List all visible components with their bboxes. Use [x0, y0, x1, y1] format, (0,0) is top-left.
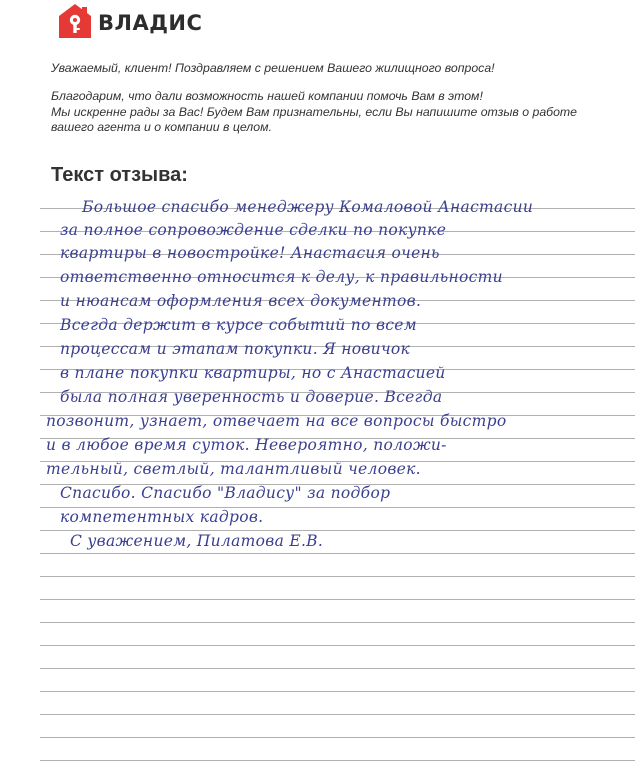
handwritten-line: ответственно относится к делу, к правильности [60, 268, 503, 286]
handwritten-line: Спасибо. Спасибо "Владису" за подбор [60, 484, 391, 502]
handwritten-line: процессам и этапам покупки. Я новичок [60, 340, 411, 358]
brand-logo [58, 2, 202, 40]
greeting-text: Уважаемый, клиент! Поздравляем с решением Вашего жилищного вопроса! [51, 61, 495, 75]
handwritten-line: Большое спасибо менеджеру Комаловой Анастасии [82, 198, 534, 216]
handwritten-line: была полная уверенность и доверие. Всегда [60, 388, 443, 406]
handwritten-line: за полное сопровождение сделки по покупке [60, 221, 447, 239]
handwritten-line: и в любое время суток. Невероятно, положи- [46, 436, 447, 454]
handwritten-line: позвонит, узнает, отвечает на все вопросы быстро [46, 412, 507, 430]
thanks-paragraph [51, 89, 631, 136]
handwritten-line: Всегда держит в курсе событий по всем [60, 316, 417, 334]
handwritten-line: тельный, светлый, талантливый человек. [46, 460, 421, 478]
thanks-line: Мы искренне рады за Вас! Будем Вам признательны, если Вы напишите отзыв о работе [51, 104, 578, 119]
review-ruled-area [40, 186, 635, 766]
house-key-icon [58, 3, 92, 39]
review-title: Текст отзыва: [51, 164, 188, 186]
thanks-line: вашего агента и о компании в целом. [51, 120, 272, 134]
thanks-line: Благодарим, что дали возможность нашей компании помочь Вам в этом! [51, 89, 483, 103]
handwritten-line: в плане покупки квартиры, но с Анастасией [60, 364, 446, 382]
brand-name: ВЛАДИС [98, 10, 203, 35]
handwritten-line: квартиры в новостройке! Анастасия очень [60, 244, 440, 262]
handwritten-line: и нюансам оформления всех документов. [60, 292, 422, 310]
handwritten-line: компетентных кадров. [60, 508, 264, 526]
signature-line: С уважением, Пилатова Е.В. [70, 532, 324, 550]
